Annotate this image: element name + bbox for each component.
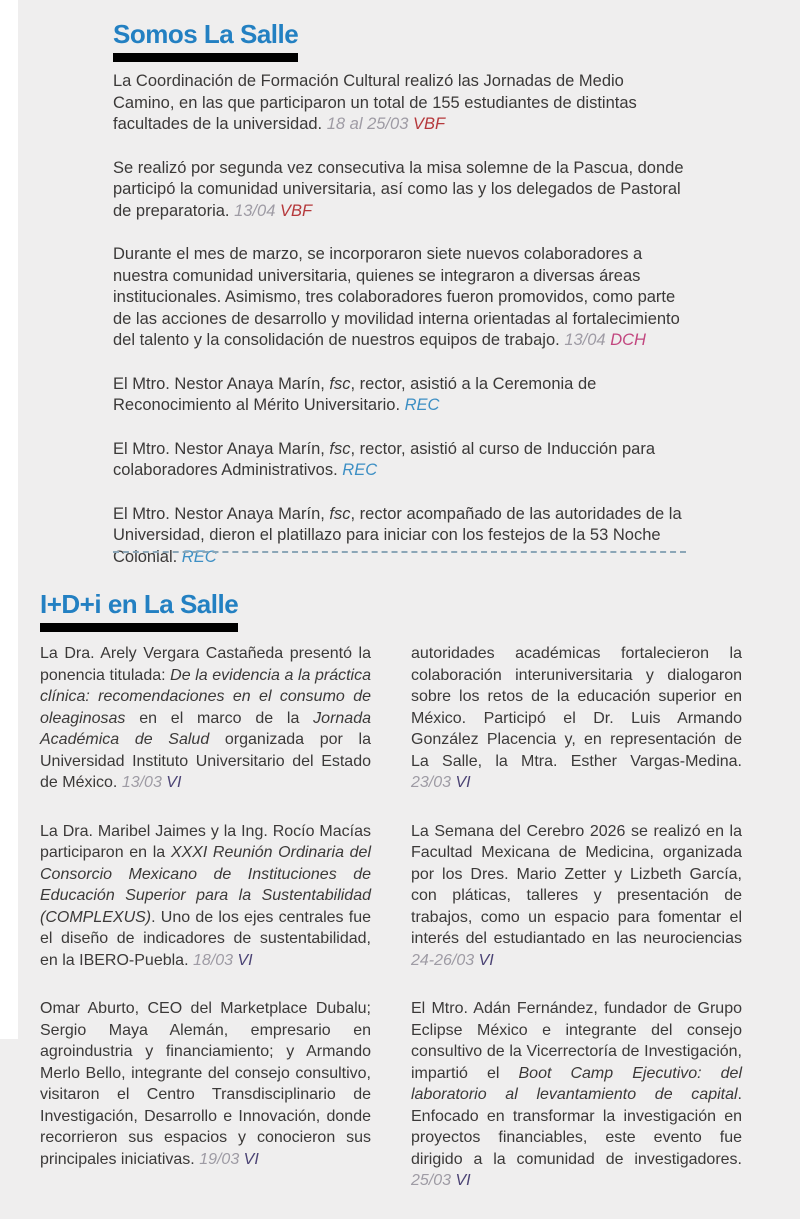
text-segment: El Mtro. Nestor Anaya Marín, bbox=[113, 504, 330, 523]
text-segment: XXXI Reunión Ordinaria del Consorcio Mexicano de Instituciones de Educación Superior para la Sustentabilidad (COMPLEXUS) bbox=[40, 844, 371, 926]
text-segment: , rector acompañado de las autoridades de la Universidad, dieron el platillazo para iniciar con los festejos de la 53 Noche Colonial. bbox=[113, 504, 682, 566]
date-label: 19/03 bbox=[199, 1150, 244, 1168]
text-segment: El Mtro. Adán Fernández, fundador de Grupo Eclipse México e integrante del consejo consultivo de la Vicerrectoría de Investigación, impartió el bbox=[411, 1000, 742, 1082]
section-divider bbox=[113, 551, 686, 553]
section-heading bbox=[40, 590, 238, 632]
text-segment: Durante el mes de marzo, se incorporaron siete nuevos colaboradores a nuestra comunidad universitaria, quienes se integraron a diversas áreas institucionales. Asimismo, tres colaboradores fueron promovidos, como parte de las acciones de desarrollo y movilidad interna orientadas al fortalecimiento del talento y la consolidación de nuestros equipos de trabajo. bbox=[113, 245, 680, 350]
text-segment: La Dra. Maribel Jaimes y la Ing. Rocío Macías participaron en la bbox=[40, 822, 371, 862]
section-title-somos: Somos La Salle bbox=[113, 19, 299, 49]
text-segment: La Dra. Arely Vergara Castañeda presentó la ponencia titulada: bbox=[40, 645, 371, 684]
text-segment: , rector, asistió al curso de Inducción para colaboradores Administrativos. bbox=[113, 439, 656, 480]
source-tag: DCH bbox=[610, 331, 646, 350]
text-segment: en el marco de la bbox=[125, 709, 314, 727]
news-paragraph bbox=[113, 439, 689, 482]
date-label: 18/03 bbox=[192, 951, 238, 969]
source-tag: VI bbox=[166, 774, 182, 792]
heading-underline-bar bbox=[113, 53, 298, 62]
news-paragraph bbox=[113, 71, 689, 136]
text-segment: fsc bbox=[329, 439, 351, 458]
section-somos-la-salle bbox=[113, 20, 689, 590]
news-paragraph bbox=[113, 244, 689, 352]
section-title-idi: I+D+i en La Salle bbox=[40, 589, 239, 619]
news-paragraph bbox=[113, 504, 689, 569]
text-segment: . Enfocado en transformar la investigación en proyectos financiables, este evento fue dirigido a la comunidad de investigadores. bbox=[411, 1086, 742, 1168]
news-paragraph bbox=[40, 998, 371, 1170]
two-column-layout bbox=[40, 643, 742, 1219]
text-segment: El Mtro. Nestor Anaya Marín, bbox=[113, 374, 330, 393]
text-segment: autoridades académicas fortalecieron la colaboración interuniversitaria y dialogaron sobre los retos de la educación superior en México. Participó el Dr. Luis Armando González Placencia y, en representación de La Salle, la Mtra. Esther Vargas-Medina. bbox=[411, 645, 742, 770]
right-column bbox=[411, 643, 742, 1219]
text-segment: La Coordinación de Formación Cultural realizó las Jornadas de Medio Camino, en las que participaron un total de 155 estudiantes de distintas facultades de la universidad. bbox=[113, 72, 637, 134]
source-tag: REC bbox=[181, 547, 217, 566]
date-label: 24-26/03 bbox=[411, 951, 479, 969]
news-paragraph bbox=[411, 821, 742, 972]
date-label: 13/04 bbox=[234, 201, 280, 220]
source-tag: VBF bbox=[412, 115, 446, 134]
text-segment: fsc bbox=[329, 374, 351, 393]
text-segment: Se realizó por segunda vez consecutiva la misa solemne de la Pascua, donde participó la comunidad universitaria, así como las y los delegados de Pastoral de preparatoria. bbox=[113, 158, 684, 220]
text-segment: , rector, asistió a la Ceremonia de Reconocimiento al Mérito Universitario. bbox=[113, 374, 597, 415]
news-paragraph bbox=[411, 998, 742, 1192]
news-paragraph bbox=[40, 821, 371, 972]
source-tag: VI bbox=[243, 1150, 259, 1168]
date-label: 25/03 bbox=[411, 1172, 456, 1190]
left-column bbox=[40, 643, 371, 1219]
news-paragraph bbox=[40, 643, 371, 794]
source-tag: VI bbox=[455, 1172, 471, 1190]
text-segment: La Semana del Cerebro 2026 se realizó en la Facultad Mexicana de Medicina, organizada por los Dres. Mario Zetter y Lizbeth García, con pláticas, talleres y presentación de trabajos, como un espacio para fomentar el interés del estudiantado en las neurociencias bbox=[411, 822, 742, 948]
date-label: 13/04 bbox=[564, 331, 611, 350]
section-idi-en-la-salle bbox=[40, 590, 742, 1219]
news-paragraph bbox=[411, 643, 742, 794]
text-segment: El Mtro. Nestor Anaya Marín, bbox=[113, 439, 330, 458]
text-segment: De la evidencia a la práctica clínica: recomendaciones en el consumo de oleaginosas bbox=[40, 666, 372, 727]
news-paragraph bbox=[113, 158, 689, 223]
source-tag: VBF bbox=[279, 201, 313, 220]
text-segment: Boot Camp Ejecutivo: del laboratorio al levantamiento de capital bbox=[411, 1064, 743, 1104]
source-tag: VI bbox=[237, 951, 253, 969]
news-list-somos bbox=[113, 71, 689, 568]
section-heading bbox=[113, 20, 298, 62]
text-segment: fsc bbox=[329, 504, 351, 523]
source-tag: VI bbox=[455, 774, 471, 792]
text-segment: Omar Aburto, CEO del Marketplace Dubalu; Sergio Maya Alemán, empresario en agroindustria y financiamiento; y Armando Merlo Bello, integrante del consejo consultivo, visitaron el Centro Transdisciplinario de Investigación, Desarrollo e Innovación, donde recorrieron sus espacios y conocieron sus principales iniciativas. bbox=[40, 1000, 371, 1168]
date-label: 13/03 bbox=[121, 774, 167, 792]
source-tag: REC bbox=[404, 396, 440, 415]
source-tag: REC bbox=[342, 461, 378, 480]
heading-underline-bar bbox=[40, 623, 238, 632]
date-label: 18 al 25/03 bbox=[326, 115, 413, 134]
news-paragraph bbox=[113, 374, 689, 417]
text-segment: organizada por la Universidad Instituto Universitario del Estado de México. bbox=[40, 731, 371, 792]
date-label: 23/03 bbox=[411, 774, 456, 792]
source-tag: VI bbox=[478, 951, 494, 969]
page-left-margin bbox=[0, 0, 18, 1039]
text-segment: . Uno de los ejes centrales fue el diseño de indicadores de sustentabilidad, en la IBERO-Puebla. bbox=[40, 908, 371, 969]
text-segment: Jornada Académica de Salud bbox=[40, 709, 371, 749]
